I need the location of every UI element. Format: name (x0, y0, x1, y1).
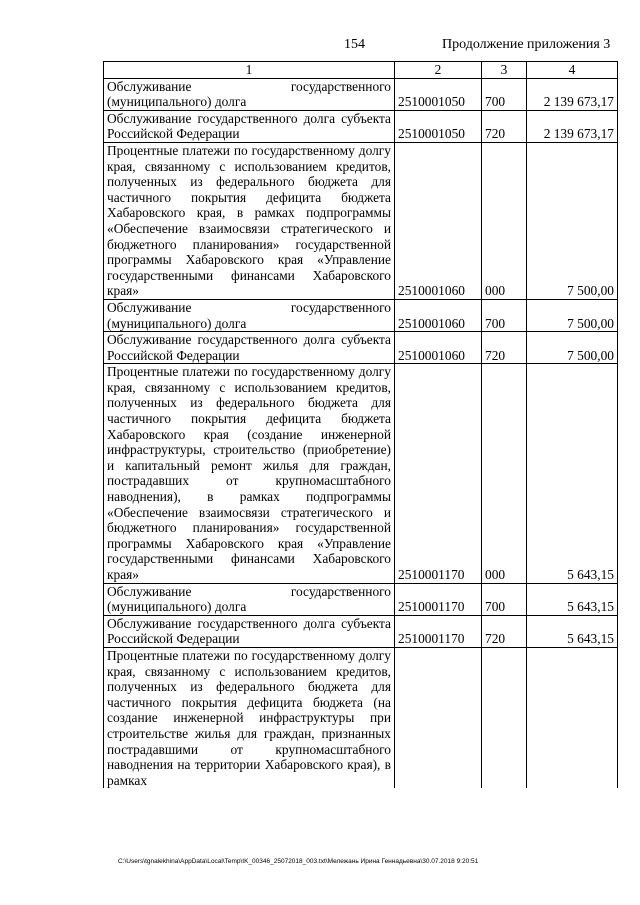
table-row (104, 615, 618, 647)
row-code: 2510001170 (395, 583, 482, 615)
table-row (104, 299, 618, 331)
row-type: 720 (482, 332, 527, 364)
column-header-3: 3 (482, 62, 527, 79)
table-row (104, 364, 618, 583)
table-row (104, 332, 618, 364)
row-type (482, 647, 527, 788)
row-code (395, 647, 482, 788)
row-name: Обслуживание государственного (муниципального) долга (104, 583, 395, 615)
row-code: 2510001050 (395, 78, 482, 110)
row-name: Обслуживание государственного долга субъекта Российской Федерации (104, 615, 395, 647)
row-type: 000 (482, 142, 527, 299)
column-header-4: 4 (527, 62, 618, 79)
row-type: 700 (482, 299, 527, 331)
table-row (104, 110, 618, 142)
row-type: 000 (482, 364, 527, 583)
row-amount: 5 643,15 (527, 583, 618, 615)
row-amount: 7 500,00 (527, 332, 618, 364)
row-amount: 2 139 673,17 (527, 110, 618, 142)
table-row (104, 647, 618, 788)
row-amount: 5 643,15 (527, 364, 618, 583)
budget-table (103, 61, 618, 788)
row-name: Обслуживание государственного долга субъекта Российской Федерации (104, 110, 395, 142)
row-amount (527, 647, 618, 788)
row-type: 700 (482, 583, 527, 615)
row-code: 2510001050 (395, 110, 482, 142)
column-header-2: 2 (395, 62, 482, 79)
row-type: 720 (482, 110, 527, 142)
row-code: 2510001060 (395, 332, 482, 364)
row-amount: 7 500,00 (527, 142, 618, 299)
row-code: 2510001170 (395, 615, 482, 647)
table-row (104, 142, 618, 299)
row-name: Процентные платежи по государственному долгу края, связанному с использованием кредитов, полученных из федерального бюджета для частичного покрытия дефицита бюджета Хабаровского края (создание инженерной инфраструктуры, строительство (приобретение) и капитальный ремонт жилья для граждан, пострадавших от крупномасштабного наводнения), в рамках подпрограммы «Обеспечение взаимосвязи стратегического и бюджетного планирования» государственной программы Хабаровского края «Управление государственными финансами Хабаровского края» (104, 364, 395, 583)
row-amount: 7 500,00 (527, 299, 618, 331)
footer-file-path: C:\Users\tgnalekhina\AppData\Local\Temp\IK_00346_25072018_003.txt\Мележань Ирина Геннадьевна\30.07.2018 9:20:51 (118, 858, 479, 865)
row-type: 720 (482, 615, 527, 647)
row-name: Обслуживание государственного (муниципального) долга (104, 299, 395, 331)
row-name: Обслуживание государственного долга субъекта Российской Федерации (104, 332, 395, 364)
table-row (104, 583, 618, 615)
appendix-continuation-label: Продолжение приложения 3 (442, 37, 611, 52)
row-name: Процентные платежи по государственному долгу края, связанному с использованием кредитов, полученных из федерального бюджета для частичного покрытия дефицита бюджета (на создание инженерной инфраструктуры при строительстве жилья для граждан, признанных пострадавшими от крупномасштабного наводнения на территории Хабаровского края), в рамках (104, 647, 395, 788)
row-code: 2510001060 (395, 299, 482, 331)
row-amount: 5 643,15 (527, 615, 618, 647)
row-code: 2510001060 (395, 142, 482, 299)
column-header-1: 1 (104, 62, 395, 79)
row-code: 2510001170 (395, 364, 482, 583)
row-name: Обслуживание государственного (муниципального) долга (104, 78, 395, 110)
row-name: Процентные платежи по государственному долгу края, связанному с использованием кредитов, полученных из федерального бюджета для частичного покрытия дефицита бюджета Хабаровского края, в рамках подпрограммы «Обеспечение взаимосвязи стратегического и бюджетного планирования» государственной программы Хабаровского края «Управление государственными финансами Хабаровского края» (104, 142, 395, 299)
row-type: 700 (482, 78, 527, 110)
table-header-row (104, 62, 618, 79)
table-row (104, 78, 618, 110)
row-amount: 2 139 673,17 (527, 78, 618, 110)
page-number: 154 (344, 37, 365, 52)
